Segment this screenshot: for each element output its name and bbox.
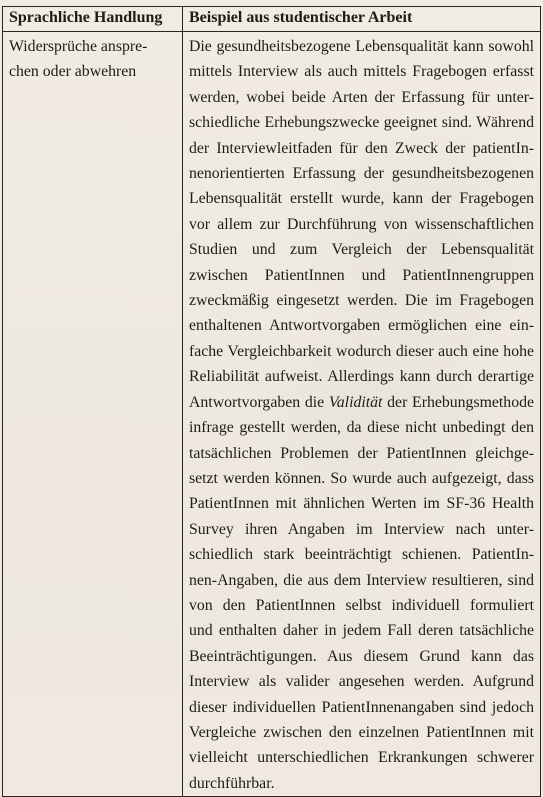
text-line-15-before: Antwortvorgaben die xyxy=(189,393,329,411)
left-cell-line-1: Widersprüche anspre- xyxy=(9,38,148,55)
text-line-28: Vergleiche zwischen den einzelnen PatientInnen mit xyxy=(189,723,534,741)
text-line-19: PatientInnen mit ähnlichen Werten im SF-36 Health xyxy=(189,495,534,513)
text-line-14: Reliabilität aufweist. Allerdings kann durch derartige xyxy=(189,368,534,386)
text-line-26: Interview als valider angesehen werden. Aufgrund xyxy=(189,673,534,691)
text-line-30: durchführbar. xyxy=(189,774,275,792)
text-line-27: dieser individuellen PatientInnenangaben sind jedoch xyxy=(189,698,534,716)
text-line-16: infrage gestellt werden, da diese nicht unbedingt den xyxy=(189,419,534,437)
text-line-7: Lebensqualität erstellt wurde, kann der Fragebogen xyxy=(189,190,534,208)
text-line-20: Survey ihren Angaben im Interview nach unter- xyxy=(189,520,534,538)
text-line-17: tatsächlichen Problemen der PatientInnen gleichge- xyxy=(189,444,534,462)
left-cell xyxy=(3,32,183,797)
text-line-15 xyxy=(189,390,534,415)
header-sprachliche-handlung: Sprachliche Handlung xyxy=(3,7,183,32)
right-cell xyxy=(183,32,541,797)
text-line-25: Beeinträchtigungen. Aus diesem Grund kann das xyxy=(189,647,534,665)
text-line-4: schiedliche Erhebungszwecke geeignet sind. Während xyxy=(189,114,534,132)
text-line-21: schiedlich stark beeinträchtigt schienen. PatientIn- xyxy=(189,546,534,564)
text-line-8: vor allem zur Durchführung von wissenschaftlichen xyxy=(189,215,534,233)
validitaet-emphasis: Validität xyxy=(328,393,383,411)
text-line-12: enthaltenen Antwortvorgaben ermöglichen eine ein- xyxy=(189,317,534,335)
text-line-15-after: der Erhebungsmethode xyxy=(382,393,535,411)
left-cell-line-2: chen oder abwehren xyxy=(9,63,137,81)
text-line-6: nenorientierten Erfassung der gesundheitsbezogenen xyxy=(189,165,534,183)
text-line-2: mittels Interview als auch mittels Fragebogen erfasst xyxy=(189,63,534,81)
text-line-29: vielleicht unterschiedlichen Erkrankungen schwerer xyxy=(189,749,534,767)
text-line-13: fache Vergleichbarkeit wodurch dieser auch eine hohe xyxy=(189,342,534,360)
text-line-1: Die gesundheitsbezogene Lebensqualität kann sowohl xyxy=(189,38,534,55)
table-header-row xyxy=(3,7,541,32)
text-line-24: und enthalten daher in jedem Fall deren tatsächliche xyxy=(189,622,534,640)
text-line-3: werden, wobei beide Arten der Erfassung für unter- xyxy=(189,88,534,106)
text-line-22: nen-Angaben, die aus dem Interview resultieren, sind xyxy=(189,571,534,589)
text-line-11: zweckmäßig eingesetzt werden. Die im Fragebogen xyxy=(189,292,534,310)
text-line-18: setzt werden können. So wurde auch aufgezeigt, dass xyxy=(189,469,534,487)
example-table xyxy=(2,6,541,797)
text-line-9: Studien und zum Vergleich der Lebensqualität xyxy=(189,241,534,259)
header-beispiel-studentische-arbeit: Beispiel aus studentischer Arbeit xyxy=(183,7,541,32)
table-row xyxy=(3,32,541,797)
text-line-5: der Interviewleitfaden für den Zweck der patientIn- xyxy=(189,139,534,157)
text-line-23: von den PatientInnen selbst individuell formuliert xyxy=(189,596,534,614)
text-line-10: zwischen PatientInnen und PatientInnengruppen xyxy=(189,266,534,284)
